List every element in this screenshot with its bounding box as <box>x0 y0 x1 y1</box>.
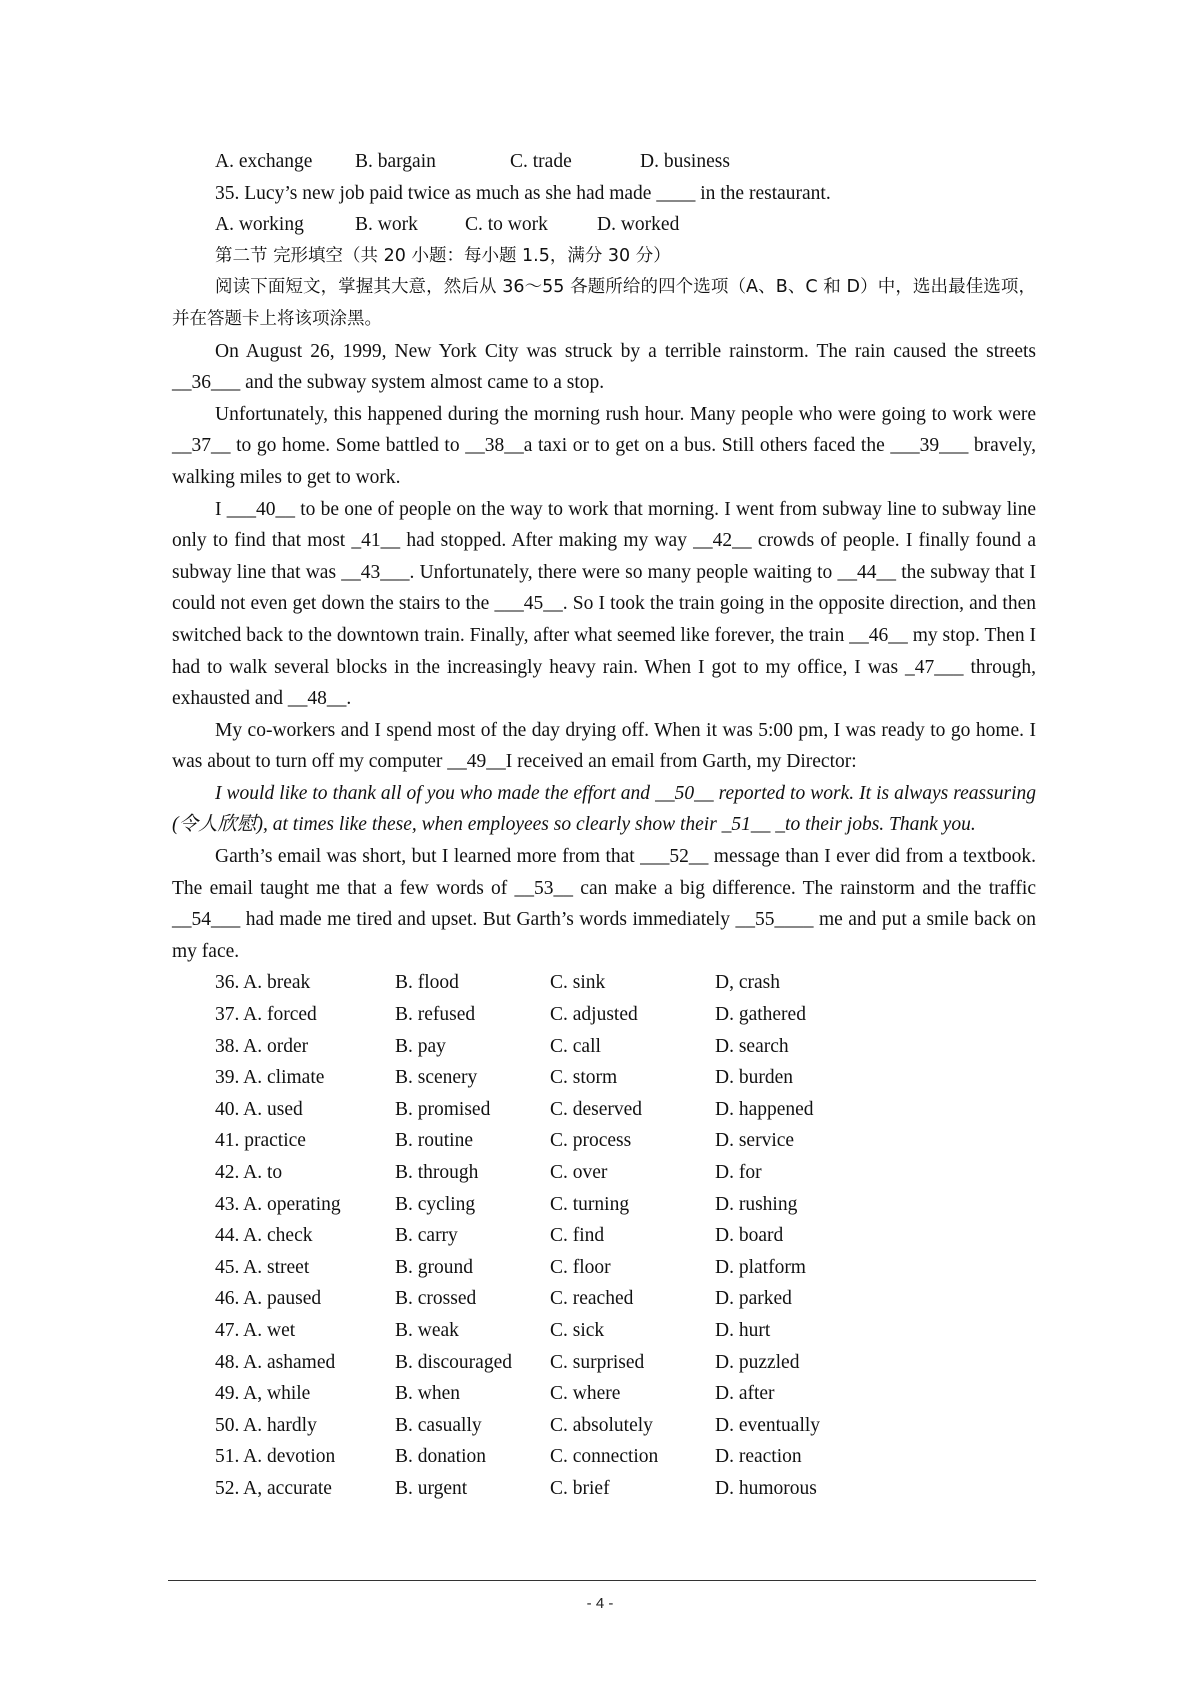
section-instruction: 阅读下面短文，掌握其大意，然后从 36～55 各题所给的四个选项（A、B、C 和 D）中，选出最佳选项，并在答题卡上将该项涂黑。 <box>172 277 1036 329</box>
question-row <box>172 1473 1036 1505</box>
question-row <box>172 999 1036 1031</box>
option-c: C. turning <box>550 1193 630 1215</box>
option-a: 36. A. break <box>215 972 311 994</box>
option-d: D. parked <box>715 1288 792 1310</box>
option-b: B. scenery <box>395 1067 478 1089</box>
option-c: C. connection <box>550 1446 659 1468</box>
passage-paragraph-4: My co-workers and I spend most of the day drying off. When it was 5:00 pm, I was ready to go home. I was about to turn off my computer __49__I received an email from Garth, my Director: <box>172 719 1036 773</box>
option-d: D. burden <box>715 1067 793 1089</box>
page-content <box>172 146 1036 1505</box>
q35-stem: 35. Lucy’s new job paid twice as much as she had made ____ in the restaurant. <box>215 182 831 204</box>
option-b: B. urgent <box>395 1477 468 1499</box>
option-d: D. service <box>715 1130 795 1152</box>
passage-paragraph-3: I ___40__ to be one of people on the way to work that morning. I went from subway line to subway line only to find that most _41__ had stopped. After making my way __42__ crowds of people. I finally found a subway line that was __43___. Unfortunately, there were so many people waiting to __44__ the subway that I could not even get down the stairs to the ___45__. So I took the train going in the opposite direction, and then switched back to the downtown train. Finally, after what seemed like forever, the train __46__ my stop. Then I had to walk several blocks in the increasingly heavy rain. When I got to my office, I was _47___ through, exhausted and __48__. <box>172 498 1036 710</box>
section-heading: 第二节 完形填空（共 20 小题：每小题 1.5，满分 30 分） <box>215 245 671 266</box>
option-c: C. sink <box>550 972 606 994</box>
option-b: B. donation <box>395 1446 486 1468</box>
question-row <box>172 1441 1036 1473</box>
option-c: C. find <box>550 1225 605 1247</box>
option-a: 47. A. wet <box>215 1319 296 1341</box>
option-d: D. for <box>715 1162 762 1183</box>
option-c: C. process <box>550 1130 632 1152</box>
option-a: 37. A. forced <box>215 1004 317 1026</box>
question-row <box>172 1125 1036 1157</box>
page-number: - 4 - <box>586 1595 614 1612</box>
passage-email-quote: I would like to thank all of you who made the effort and __50__ reported to work. It is always reassuring (令人欣慰), at times like these, when employees so clearly show their _51__ _to their jobs. Thank you. <box>172 782 1036 836</box>
q34-option-d: D. business <box>640 151 730 172</box>
option-d: D. reaction <box>715 1446 802 1468</box>
option-d: D. search <box>715 1035 789 1057</box>
option-b: B. discouraged <box>395 1351 512 1373</box>
option-c: C. deserved <box>550 1098 643 1120</box>
option-c: C. storm <box>550 1067 618 1089</box>
footer-divider <box>168 1580 1036 1581</box>
q35-option-a: A. working <box>215 214 304 236</box>
option-d: D. hurt <box>715 1319 771 1341</box>
q35-options-row <box>172 209 1036 241</box>
question-row <box>172 1283 1036 1315</box>
q34-option-c: C. trade <box>510 151 572 172</box>
option-c: C. over <box>550 1162 608 1183</box>
question-row <box>172 1347 1036 1379</box>
option-a: 49. A, while <box>215 1383 311 1405</box>
option-c: C. where <box>550 1383 621 1405</box>
q34-options-row <box>172 146 1036 178</box>
option-b: B. when <box>395 1383 460 1405</box>
option-c: C. adjusted <box>550 1004 638 1026</box>
option-b: B. ground <box>395 1256 473 1278</box>
option-c: C. call <box>550 1035 601 1057</box>
question-row <box>172 1189 1036 1221</box>
q34-option-a: A. exchange <box>215 151 313 172</box>
option-d: D. happened <box>715 1098 814 1120</box>
option-a: 50. A. hardly <box>215 1414 317 1436</box>
question-row <box>172 1094 1036 1126</box>
option-a: 38. A. order <box>215 1035 309 1057</box>
option-c: C. sick <box>550 1319 605 1341</box>
passage-paragraph-2: Unfortunately, this happened during the morning rush hour. Many people who were going to work were __37__ to go home. Some battled to __38__a taxi or to get on a bus. Still others faced the ___39___ bravely, walking miles to get to work. <box>172 403 1036 488</box>
question-row <box>172 1220 1036 1252</box>
question-row <box>172 1031 1036 1063</box>
question-row <box>172 1157 1036 1189</box>
option-c: C. surprised <box>550 1351 645 1373</box>
option-b: B. through <box>395 1162 479 1183</box>
option-a: 46. A. paused <box>215 1288 322 1310</box>
option-d: D. eventually <box>715 1414 821 1436</box>
passage-paragraph-1: On August 26, 1999, New York City was struck by a terrible rainstorm. The rain caused the streets __36___ and the subway system almost came to a stop. <box>172 340 1036 394</box>
option-b: B. pay <box>395 1035 446 1057</box>
option-d: D. rushing <box>715 1193 798 1215</box>
question-row <box>172 1315 1036 1347</box>
question-row <box>172 1410 1036 1442</box>
question-row <box>172 1252 1036 1284</box>
option-b: B. flood <box>395 972 459 994</box>
option-d: D. platform <box>715 1256 806 1278</box>
option-b: B. carry <box>395 1225 458 1247</box>
option-d: D. after <box>715 1383 775 1405</box>
passage-paragraph-6: Garth’s email was short, but I learned more from that ___52__ message than I ever did from a textbook. The email taught me that a few words of __53__ can make a big difference. The rainstorm and the traffic __54___ had made me tired and upset. But Garth’s words immediately __55____ me and put a smile back on my face. <box>172 846 1036 962</box>
option-a: 40. A. used <box>215 1098 303 1120</box>
option-d: D. board <box>715 1225 784 1247</box>
option-b: B. promised <box>395 1098 491 1120</box>
option-d: D. humorous <box>715 1477 817 1499</box>
question-row <box>172 967 1036 999</box>
option-c: C. absolutely <box>550 1414 653 1436</box>
q35-option-c: C. to work <box>465 214 548 236</box>
option-b: B. cycling <box>395 1193 476 1215</box>
option-c: C. brief <box>550 1477 610 1499</box>
option-a: 52. A, accurate <box>215 1477 332 1499</box>
option-c: C. floor <box>550 1256 611 1278</box>
option-b: B. routine <box>395 1130 473 1152</box>
option-a: 51. A. devotion <box>215 1446 336 1468</box>
q35-option-d: D. worked <box>597 214 680 236</box>
option-b: B. weak <box>395 1319 459 1341</box>
option-a: 45. A. street <box>215 1256 310 1278</box>
question-options-list <box>172 967 1036 1504</box>
option-d: D, crash <box>715 972 780 994</box>
option-a: 43. A. operating <box>215 1193 341 1215</box>
option-a: 44. A. check <box>215 1225 313 1247</box>
q35-option-b: B. work <box>355 214 418 236</box>
question-row <box>172 1378 1036 1410</box>
option-d: D. puzzled <box>715 1351 800 1373</box>
option-c: C. reached <box>550 1288 634 1310</box>
option-a: 39. A. climate <box>215 1067 325 1089</box>
option-b: B. casually <box>395 1414 482 1436</box>
option-d: D. gathered <box>715 1004 806 1026</box>
option-a: 42. A. to <box>215 1162 283 1183</box>
option-b: B. refused <box>395 1004 476 1026</box>
option-b: B. crossed <box>395 1288 477 1310</box>
question-row <box>172 1062 1036 1094</box>
option-a: 41. practice <box>215 1130 306 1152</box>
option-a: 48. A. ashamed <box>215 1351 336 1373</box>
q34-option-b: B. bargain <box>355 151 436 172</box>
